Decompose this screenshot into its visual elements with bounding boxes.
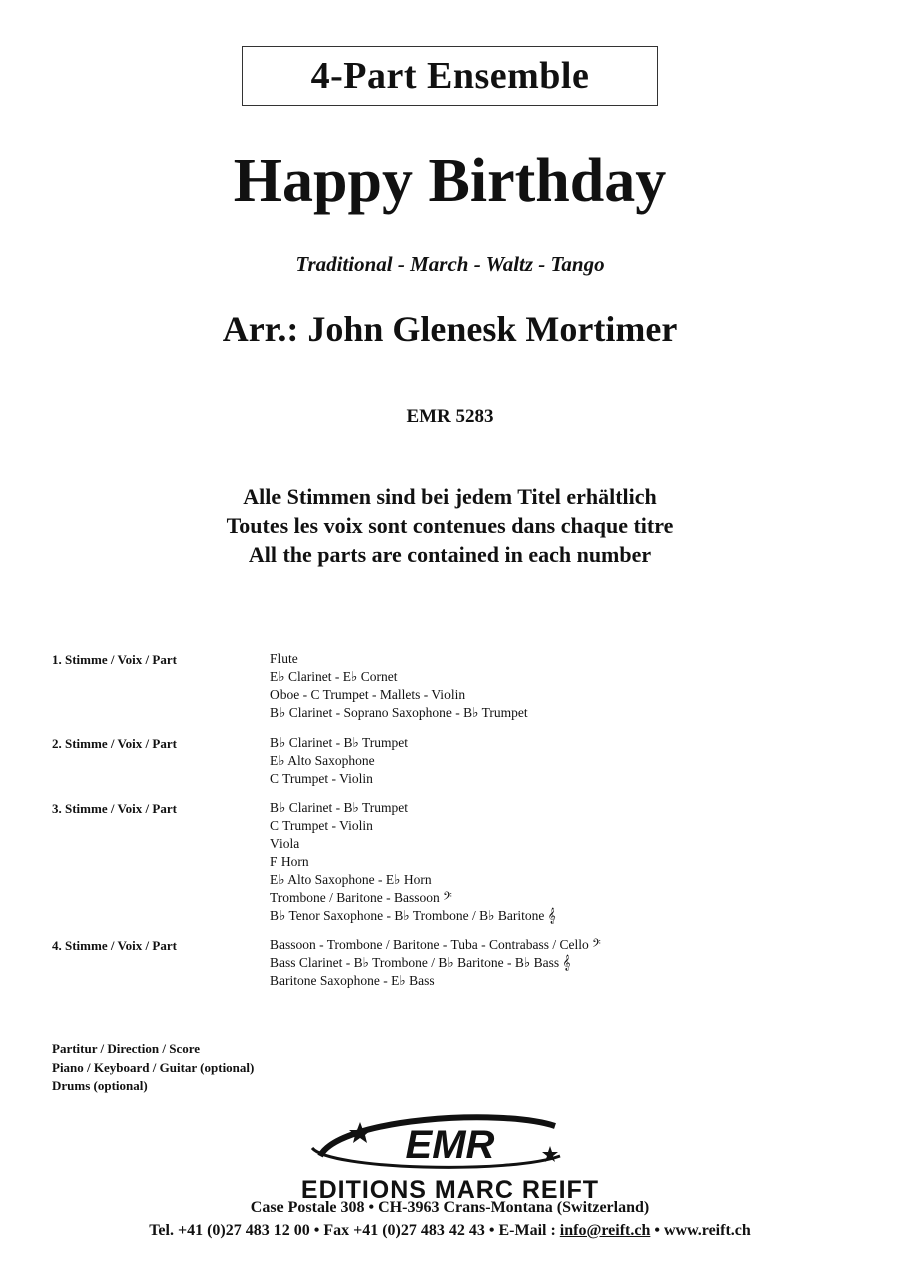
- availability-notes: [0, 482, 900, 569]
- instrument-item: B♭ Tenor Saxophone - B♭ Trombone / B♭ Baritone 𝄞: [270, 908, 556, 923]
- instrument-item: Bassoon - Trombone / Baritone - Tuba - Contrabass / Cello 𝄢: [270, 937, 601, 952]
- part-label: 2. Stimme / Voix / Part: [52, 736, 177, 751]
- instrument-item: Flute: [270, 651, 298, 666]
- part-label: 3. Stimme / Voix / Part: [52, 801, 177, 816]
- publisher-contact: [0, 1222, 900, 1240]
- extra-item-piano: Piano / Keyboard / Guitar (optional): [52, 1059, 255, 1075]
- extra-item-score: Partitur / Direction / Score: [52, 1041, 201, 1056]
- arranger: Arr.: John Glenesk Mortimer: [222, 309, 678, 349]
- part-label: 4. Stimme / Voix / Part: [52, 938, 177, 953]
- logo-text: EMR: [405, 1123, 495, 1167]
- additional-parts: [52, 1040, 254, 1096]
- emr-logo: [300, 1108, 600, 1178]
- instrument-item: C Trumpet - Violin: [270, 771, 373, 786]
- instrument-item: E♭ Alto Saxophone: [270, 753, 375, 768]
- ensemble-header-box: 4-Part Ensemble: [242, 46, 658, 106]
- page-title: Happy Birthday: [233, 147, 667, 215]
- extra-item-drums: Drums (optional): [52, 1078, 148, 1093]
- instrument-list: [270, 734, 408, 788]
- note-german: Alle Stimmen sind bei jedem Titel erhältlich: [243, 484, 657, 509]
- instrument-item: E♭ Alto Saxophone - E♭ Horn: [270, 872, 432, 887]
- instrument-item: B♭ Clarinet - Soprano Saxophone - B♭ Trumpet: [270, 705, 528, 720]
- part-label: 1. Stimme / Voix / Part: [52, 652, 177, 667]
- email-link[interactable]: info@reift.ch: [559, 1222, 651, 1239]
- instrument-list: [270, 799, 556, 925]
- instrument-item: F Horn: [270, 854, 309, 869]
- instrument-item: Trombone / Baritone - Bassoon 𝄢: [270, 890, 452, 905]
- instrument-item: E♭ Clarinet - E♭ Cornet: [270, 669, 398, 684]
- catalog-number: EMR 5283: [406, 406, 494, 427]
- publisher-address: Case Postale 308 • CH-3963 Crans-Montana (Switzerland): [250, 1199, 650, 1216]
- instrument-item: Baritone Saxophone - E♭ Bass: [270, 973, 435, 988]
- instrument-item: Bass Clarinet - B♭ Trombone / B♭ Baritone - B♭ Bass 𝄞: [270, 955, 571, 970]
- note-english: All the parts are contained in each number: [248, 542, 652, 567]
- instrument-item: C Trumpet - Violin: [270, 818, 373, 833]
- instrument-list: [270, 936, 601, 990]
- instrument-item: B♭ Clarinet - B♭ Trumpet: [270, 735, 408, 750]
- instrument-list: [270, 650, 528, 722]
- instrument-item: Viola: [270, 836, 300, 851]
- note-french: Toutes les voix sont contenues dans chaque titre: [226, 513, 674, 538]
- instrument-item: B♭ Clarinet - B♭ Trumpet: [270, 800, 408, 815]
- contact-phone-fax: Tel. +41 (0)27 483 12 00 • Fax +41 (0)27 483 42 43 • E-Mail :: [149, 1222, 560, 1239]
- subtitle: Traditional - March - Waltz - Tango: [295, 252, 605, 276]
- contact-website: • www.reift.ch: [650, 1222, 751, 1239]
- star-icon: [349, 1122, 371, 1143]
- instrument-item: Oboe - C Trumpet - Mallets - Violin: [270, 687, 466, 702]
- publisher-name: EDITIONS MARC REIFT: [300, 1176, 600, 1204]
